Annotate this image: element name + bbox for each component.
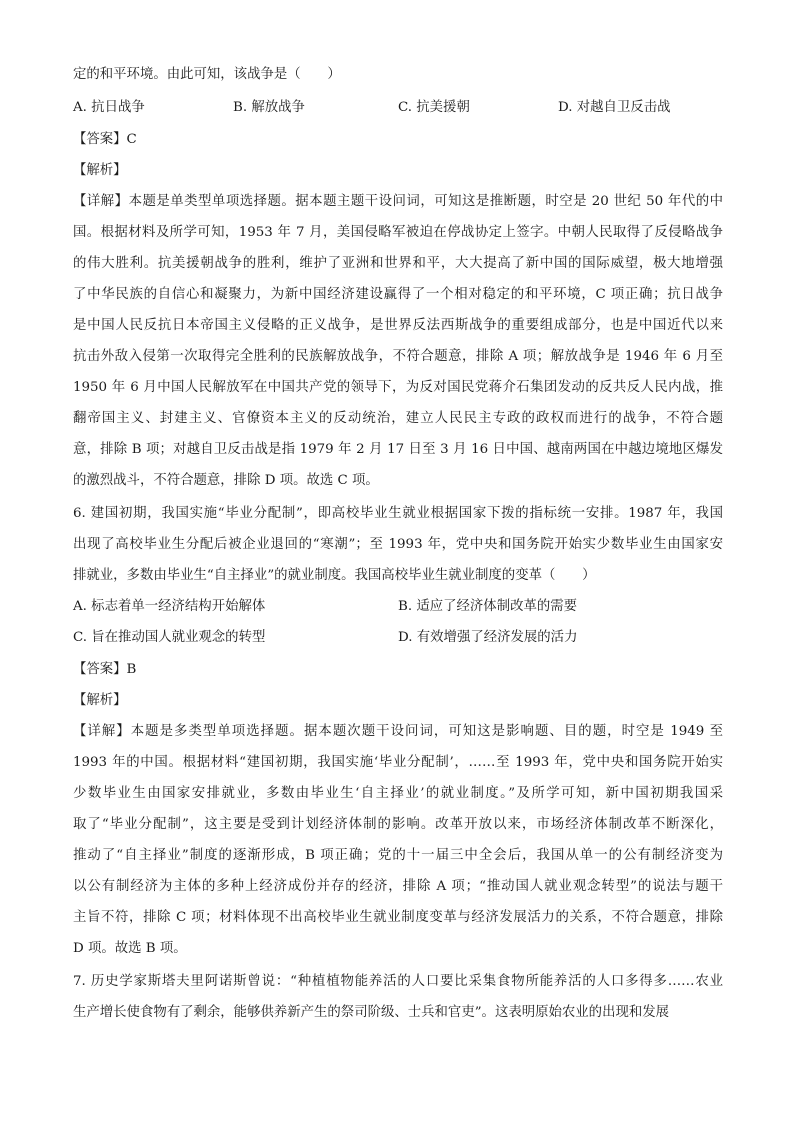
- q6-stem-line: 排就业，多数由毕业生“自主择业”的就业制度。我国高校毕业生就业制度的变革（ ）: [73, 568, 596, 583]
- q6-analysis-label: 【解析】: [73, 693, 127, 708]
- q6-option-d: D. 有效增强了经济发展的活力: [398, 630, 578, 645]
- q6-stem-line: 6. 建国初期，我国实施“毕业分配制”，即高校毕业生就业根据国家下拨的指标统一安排。1987 年，我国: [73, 506, 723, 521]
- q6-detail-line: 【详解】本题是多类型单项选择题。据本题次题干设问词，可知这是影响题、目的题，时空是 1949 至: [73, 724, 723, 739]
- q5-detail-line: 抗击外敌入侵第一次取得完全胜利的民族解放战争，不符合题意，排除 A 项；解放战争是 1946 年 6 月至: [73, 349, 723, 364]
- q6-option-b: B. 适应了经济体制改革的需要: [398, 599, 578, 614]
- q5-detail-line: 翻帝国主义、封建主义、官僚资本主义的反动统治，建立人民民主专政的政权而进行的战争，不符合题: [73, 411, 723, 426]
- q6-detail-line: 推动了“自主择业”制度的逐渐形成，B 项正确；党的十一届三中全会后，我国从单一的公有制经济变为: [73, 848, 723, 863]
- q5-detail-line: 意，排除 B 项；对越自卫反击战是指 1979 年 2 月 17 日至 3 月 16 日中国、越南两国在中越边境地区爆发: [73, 442, 723, 457]
- q6-stem-line: 出现了高校毕业生分配后被企业退回的“寒潮”；至 1993 年，党中央和国务院开始实少数毕业生由国家安: [73, 537, 723, 552]
- q5-option-d: D. 对越自卫反击战: [558, 100, 671, 115]
- q6-detail-line: 少数毕业生由国家安排就业，多数由毕业生‘自主择业’的就业制度。”及所学可知，新中国初期我国采: [73, 786, 723, 801]
- q6-detail-line: D 项。故选 B 项。: [73, 941, 187, 956]
- q5-detail-line: 国。根据材料及所学可知，1953 年 7 月，美国侵略军被迫在停战协定上签字。中朝人民取得了反侵略战争: [73, 225, 723, 240]
- q5-detail-line: 了中华民族的自信心和凝聚力，为新中国经济建设赢得了一个相对稳定的和平环境，C 项正确；抗日战争: [73, 287, 723, 302]
- q5-analysis-label: 【解析】: [73, 163, 127, 178]
- q5-detail-line: 【详解】本题是单类型单项选择题。据本题主题干设问词，可知这是推断题，时空是 20 世纪 50 年代的中: [73, 194, 723, 209]
- q6-answer: 【答案】B: [73, 662, 137, 677]
- q7-stem-line: 生产增长使食物有了剩余，能够供养新产生的祭司阶级、士兵和官吏”。这表明原始农业的出现和发展: [73, 1005, 670, 1020]
- q6-detail-line: 以公有制经济为主体的多种上经济成份并存的经济，排除 A 项；“推动国人就业观念转型”的说法与题干: [73, 879, 723, 894]
- q6-detail-line: 主旨不符，排除 C 项；材料体现不出高校毕业生就业制度变革与经济发展活力的关系，不符合题意，排除: [73, 910, 723, 925]
- q5-option-b: B. 解放战争: [233, 100, 305, 115]
- q6-detail-line: 取了“毕业分配制”，这主要是受到计划经济体制的影响。改革开放以来，市场经济体制改革不断深化，: [73, 817, 723, 832]
- q6-option-a: A. 标志着单一经济结构开始解体: [73, 599, 266, 614]
- q6-option-c: C. 旨在推动国人就业观念的转型: [73, 630, 266, 645]
- q5-detail-line: 是中国人民反抗日本帝国主义侵略的正义战争，是世界反法西斯战争的重要组成部分，也是中国近代以来: [73, 318, 723, 333]
- q6-detail-line: 1993 年的中国。根据材料“建国初期，我国实施‘毕业分配制’，……至 1993 年，党中央和国务院开始实: [73, 755, 723, 770]
- q7-stem-line: 7. 历史学家斯塔夫里阿诺斯曾说：“种植植物能养活的人口要比采集食物所能养活的人口多得多……农业: [73, 974, 723, 989]
- q5-answer: 【答案】C: [73, 132, 137, 147]
- q5-stem-tail: 定的和平环境。由此可知，该战争是（ ）: [73, 67, 341, 82]
- q5-option-c: C. 抗美援朝: [398, 100, 470, 115]
- q5-detail-line: 的伟大胜利。抗美援朝战争的胜利，维护了亚洲和世界和平，大大提高了新中国的国际威望，极大地增强: [73, 256, 723, 271]
- q5-detail-line: 1950 年 6 月中国人民解放军在中国共产党的领导下，为反对国民党蒋介石集团发动的反共反人民内战，推: [73, 380, 723, 395]
- q5-detail-line: 的激烈战斗，不符合题意，排除 D 项。故选 C 项。: [73, 473, 379, 488]
- q5-option-a: A. 抗日战争: [73, 100, 145, 115]
